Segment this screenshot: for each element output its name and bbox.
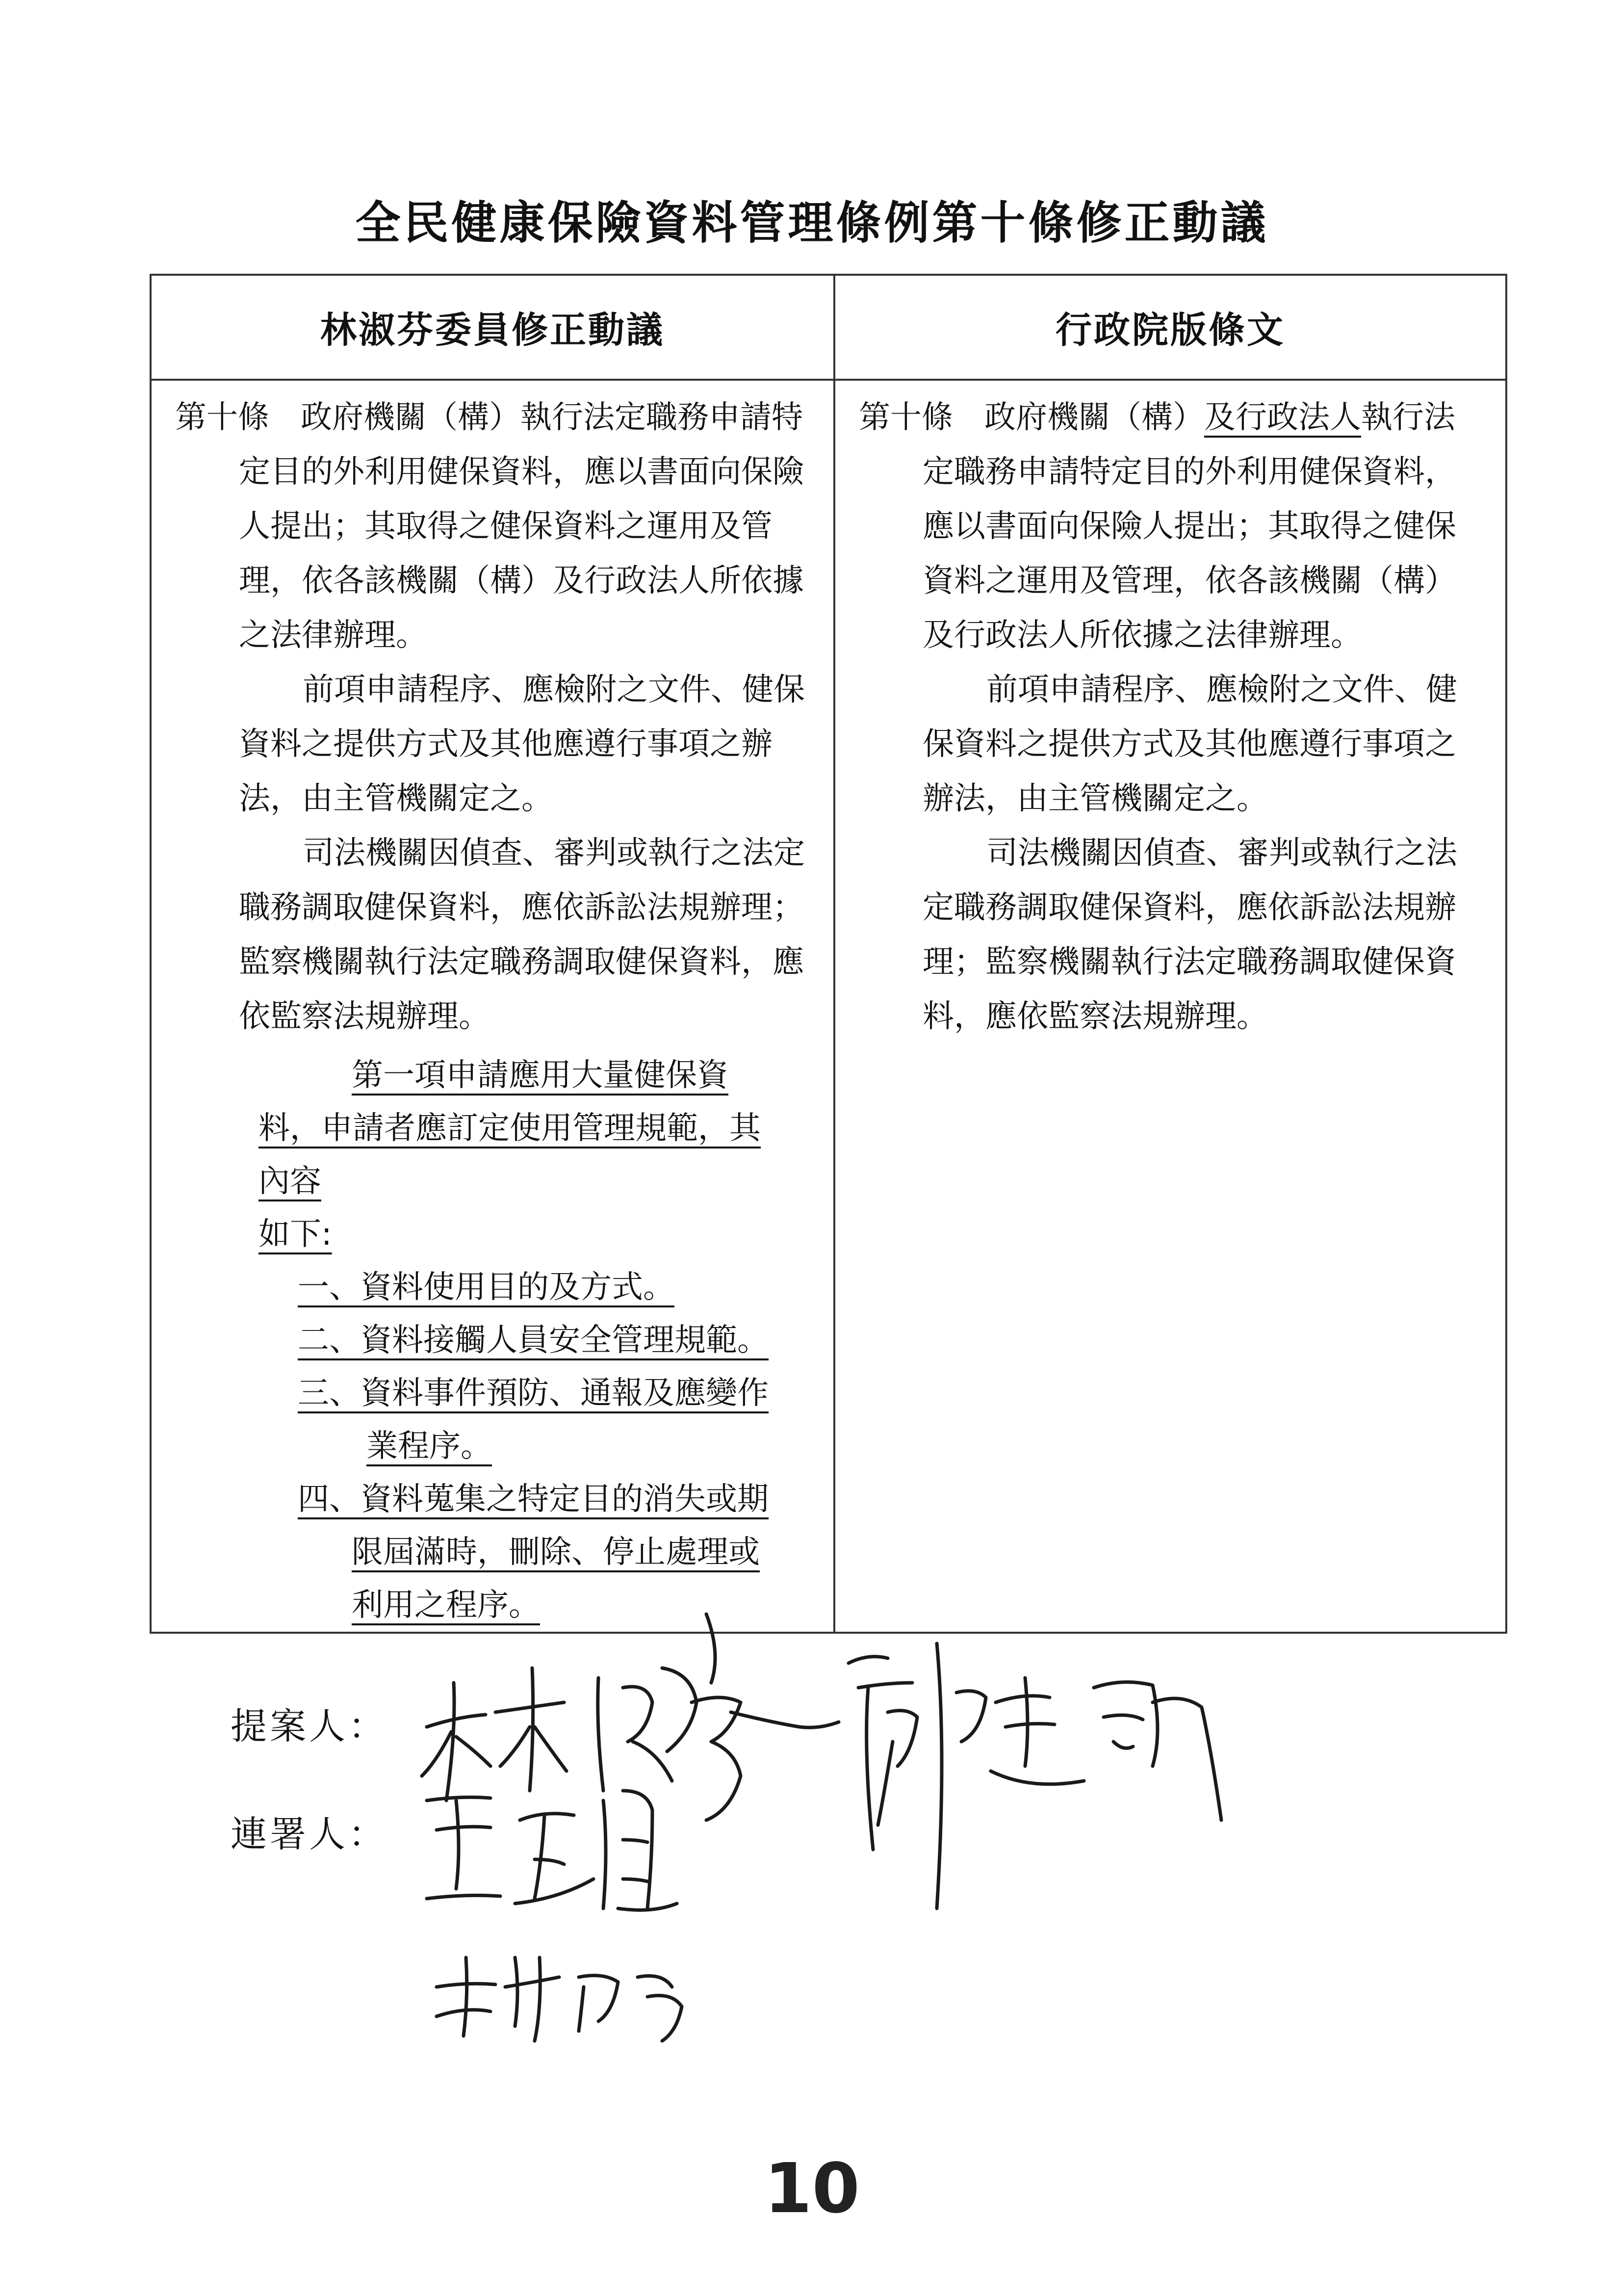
page-number: 10 <box>764 2149 860 2229</box>
signature-3 <box>427 1791 677 1910</box>
added-item-1: 一、資料使用目的及方式。 <box>298 1269 674 1305</box>
left-article-label: 第十條 <box>175 399 269 436</box>
signature-4 <box>437 1957 682 2041</box>
added-item-2: 二、資料接觸人員安全管理規範。 <box>298 1322 769 1358</box>
added-item-3-line-2: 業程序。 <box>366 1428 492 1464</box>
comparison-table <box>150 274 1507 1634</box>
signature-1 <box>422 1614 839 1820</box>
table-header-row <box>151 275 1506 380</box>
left-p1-text: 政府機關（構）執行法定職務申請特定目的外利用健保資料，應以書面向保險人提出；其取得之健保資料之運用及管理，依各該機關（構）及行政法人所依據之法律辦理。 <box>239 399 804 653</box>
left-paragraph-2: 前項申請程序、應檢附之文件、健保資料之提供方式及其他應遵行事項之辦法，由主管機關定之。 <box>239 672 805 817</box>
handwritten-signatures <box>417 1604 1349 2046</box>
right-p1-text-a: 政府機關（構） <box>984 399 1204 436</box>
proposer-label: 提案人： <box>231 1705 387 1748</box>
added-line-1: 第一項申請應用大量健保資 <box>352 1057 728 1094</box>
added-item-3-line-1: 三、資料事件預防、通報及應變作 <box>298 1375 769 1411</box>
right-paragraph-1 <box>859 391 1482 663</box>
added-line-3: 內容 <box>258 1163 321 1200</box>
right-p1-underlined: 及行政法人 <box>1204 399 1361 436</box>
left-column-header: 林淑芬委員修正動議 <box>151 275 834 380</box>
table-body-row <box>151 380 1506 1633</box>
right-p1-text-c: 執行法定職務申請特定目的外利用健保資料，應以書面向保險人提出；其取得之健保資料之運用及管理，依各該機關（構）及行政法人所依據之法律辦理。 <box>923 399 1456 653</box>
added-item-4-line-3: 利用之程序。 <box>352 1587 540 1623</box>
added-paragraph <box>175 1049 810 1632</box>
added-item-4-line-2: 限屆滿時，刪除、停止處理或 <box>352 1534 760 1570</box>
document-title: 全民健康保險資料管理條例第十條修正動議 <box>355 197 1269 249</box>
added-line-4: 如下: <box>258 1216 332 1252</box>
left-paragraph-3: 司法機關因偵查、審判或執行之法定職務調取健保資料，應依訴訟法規辦理；監察機關執行法定職務調取健保資料，應依監察法規辦理。 <box>239 835 805 1035</box>
right-paragraph-2: 前項申請程序、應檢附之文件、健保資料之提供方式及其他應遵行事項之辦法，由主管機關定之。 <box>923 672 1457 817</box>
left-paragraph-1 <box>175 391 810 663</box>
added-item-4-line-1: 四、資料蒐集之特定目的消失或期 <box>298 1481 769 1517</box>
signature-2 <box>849 1644 1221 1908</box>
right-column-header: 行政院版條文 <box>834 275 1506 380</box>
added-line-2: 料，申請者應訂定使用管理規範，其 <box>258 1110 761 1147</box>
executive-version-cell <box>834 380 1506 1633</box>
right-article-label: 第十條 <box>859 399 953 436</box>
amendment-cell <box>151 380 834 1633</box>
right-paragraph-3: 司法機關因偵查、審判或執行之法定職務調取健保資料，應依訴訟法規辦理；監察機關執行法定職務調取健保資料，應依監察法規辦理。 <box>923 835 1457 1035</box>
cosigner-label: 連署人： <box>231 1813 387 1855</box>
